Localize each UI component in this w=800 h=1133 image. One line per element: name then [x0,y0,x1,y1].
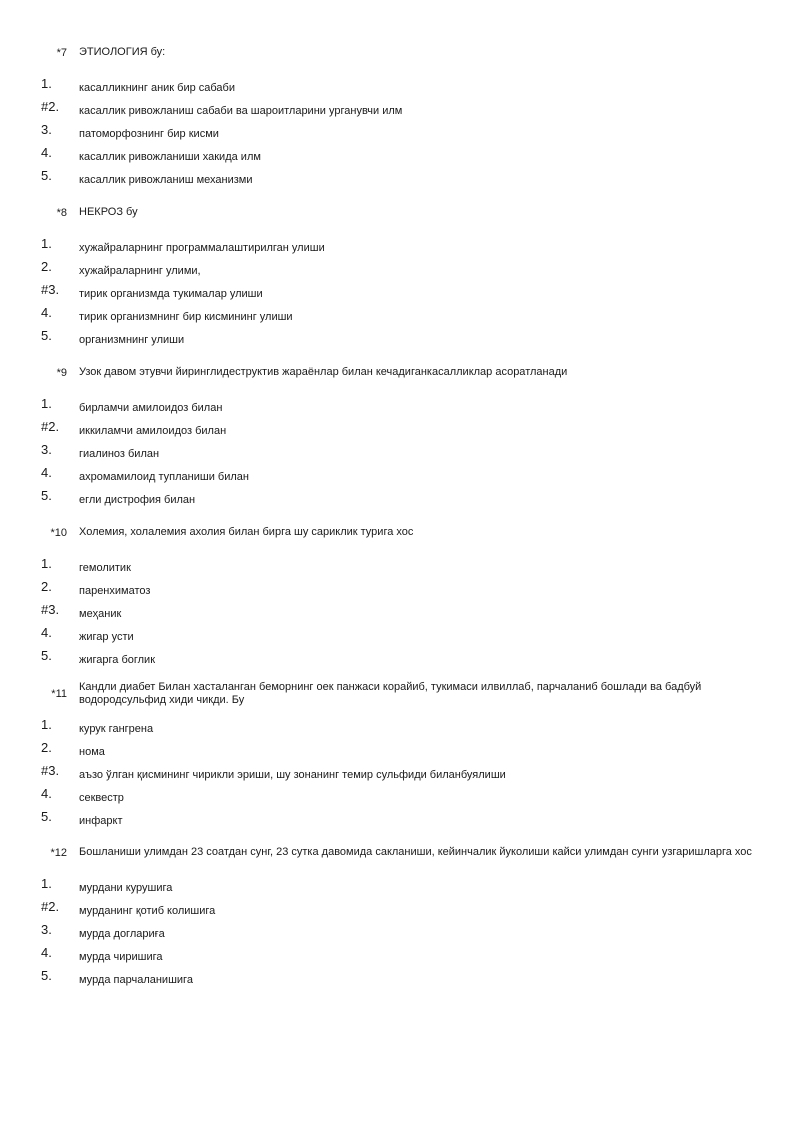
option-text: иккиламчи амилоидоз билан [79,424,227,437]
option-number: 1. [41,556,52,571]
question-number: *9 [56,367,67,379]
question-text: Кандли диабет Билан хасталанган беморнинг оек панжаси корайиб, тукимаси илвиллаб, парчаланиб бошлади ва бадбуй водородсульфид хиди чикди. Бу [79,681,702,706]
answer-option[interactable] [0,739,800,766]
option-number: 1. [41,717,52,732]
answer-option[interactable] [0,624,800,651]
answer-option[interactable] [0,167,800,194]
option-number: 5. [41,808,52,824]
option-number: 4. [41,144,52,160]
option-number: 5. [41,327,52,343]
answer-option[interactable] [0,578,800,605]
question-block [0,205,800,346]
question-header [0,205,800,229]
option-number: 1. [41,76,52,91]
question-block [0,680,800,827]
question-header [0,680,800,704]
option-number: #2. [41,98,60,114]
option-text: жигарга боглик [79,653,156,666]
question-block [0,845,800,986]
answer-option[interactable] [0,121,800,148]
option-number: 2. [41,578,52,594]
option-text: мурда доглариға [79,927,165,940]
answer-option[interactable] [0,396,800,422]
answer-option[interactable] [0,717,800,743]
question-header [0,365,800,389]
option-text: егли дистрофия билан [79,493,196,506]
answer-option[interactable] [0,898,800,925]
option-text: касаллик ривожланиши хакида илм [79,150,261,163]
option-number: 2. [41,739,52,755]
option-text: хужайраларнинг улими, [79,264,201,277]
option-text: меҳаник [79,607,122,620]
option-text: мурда парчаланишига [79,973,193,986]
answer-option[interactable] [0,967,800,994]
option-text: гемолитик [79,562,131,574]
answer-option[interactable] [0,281,800,308]
option-number: 1. [41,396,52,411]
answer-option[interactable] [0,944,800,971]
answer-option[interactable] [0,921,800,948]
option-number: 5. [41,487,52,503]
answer-option[interactable] [0,304,800,331]
option-number: 5. [41,647,52,663]
option-text: аъзо ўлган қисмининг чирикли эриши, шу зонанинг темир сульфиди биланбуялиши [79,768,506,781]
question-text: ЭТИОЛОГИЯ бу: [79,46,166,58]
question-header [0,845,800,869]
option-text: касаллик ривожланиш механизми [79,173,253,186]
option-number: 1. [41,876,52,891]
question-number: *7 [56,47,67,59]
question-number: *11 [51,688,67,700]
question-header [0,525,800,549]
option-text: мурдани курушига [79,882,173,894]
answer-option[interactable] [0,785,800,812]
answer-option[interactable] [0,441,800,468]
answer-option[interactable] [0,876,800,902]
answer-option[interactable] [0,762,800,789]
option-text: жигар усти [79,630,134,643]
option-number: 4. [41,304,52,320]
answer-option[interactable] [0,556,800,582]
option-number: 5. [41,967,52,983]
option-text: тирик организмда тукималар улиши [79,287,263,300]
option-number: 4. [41,785,52,801]
answer-option[interactable] [0,647,800,674]
option-text: организмнинг улиши [79,333,185,346]
answer-option[interactable] [0,236,800,262]
option-number: 1. [41,236,52,251]
option-text: нома [79,745,105,758]
question-text: Узок давом этувчи йиринглидеструктив жараёнлар билан кечадиганкасалликлар асоратланади [79,366,568,378]
option-number: 2. [41,258,52,274]
option-text: бирламчи амилоидоз билан [79,402,223,414]
option-text: касалликнинг аник бир сабаби [79,82,235,94]
question-text: НЕКРОЗ бу [79,206,138,218]
question-header [0,45,800,69]
option-number: #2. [41,898,60,914]
question-number: *8 [56,207,67,219]
question-text: Бошланиши улимдан 23 соатдан сунг, 23 сутка давомида сакланиши, кейинчалик йуколиши кайси улимдан сунги узгаришларга хос [79,846,752,858]
option-text: мурда чиришига [79,950,163,963]
option-text: курук гангрена [79,723,154,735]
option-text: патоморфознинг бир кисми [79,127,219,140]
option-number: 5. [41,167,52,183]
option-text: гиалиноз билан [79,447,160,460]
question-block [0,525,800,666]
answer-option[interactable] [0,327,800,354]
option-text: мурданинг қотиб колишига [79,904,216,917]
option-text: хужайраларнинг программалаштирилган улиши [79,242,325,254]
answer-option[interactable] [0,487,800,514]
question-text: Холемия, холалемия ахолия билан бирга шу сариклик турига хос [79,526,414,538]
answer-option[interactable] [0,76,800,102]
answer-option[interactable] [0,258,800,285]
option-number: 4. [41,624,52,640]
answer-option[interactable] [0,464,800,491]
answer-option[interactable] [0,601,800,628]
answer-option[interactable] [0,98,800,125]
question-block [0,365,800,506]
question-block [0,45,800,186]
answer-option[interactable] [0,808,800,835]
question-number: *12 [50,847,67,859]
option-text: ахромамилоид тупланиши билан [79,470,249,483]
option-number: #3. [41,601,60,617]
answer-option[interactable] [0,144,800,171]
option-number: 3. [41,121,52,137]
option-text: тирик организмнинг бир кисмининг улиши [79,310,293,323]
option-number: 3. [41,921,52,937]
option-text: касаллик ривожланиш сабаби ва шароитларини урганувчи илм [79,104,403,117]
question-number: *10 [50,527,67,539]
option-text: паренхиматоз [79,584,151,597]
option-number: #3. [41,762,60,778]
option-number: 3. [41,441,52,457]
option-text: инфаркт [79,814,123,827]
option-text: секвестр [79,791,124,804]
option-number: 4. [41,464,52,480]
option-number: #3. [41,281,60,297]
answer-option[interactable] [0,418,800,445]
option-number: #2. [41,418,60,434]
option-number: 4. [41,944,52,960]
